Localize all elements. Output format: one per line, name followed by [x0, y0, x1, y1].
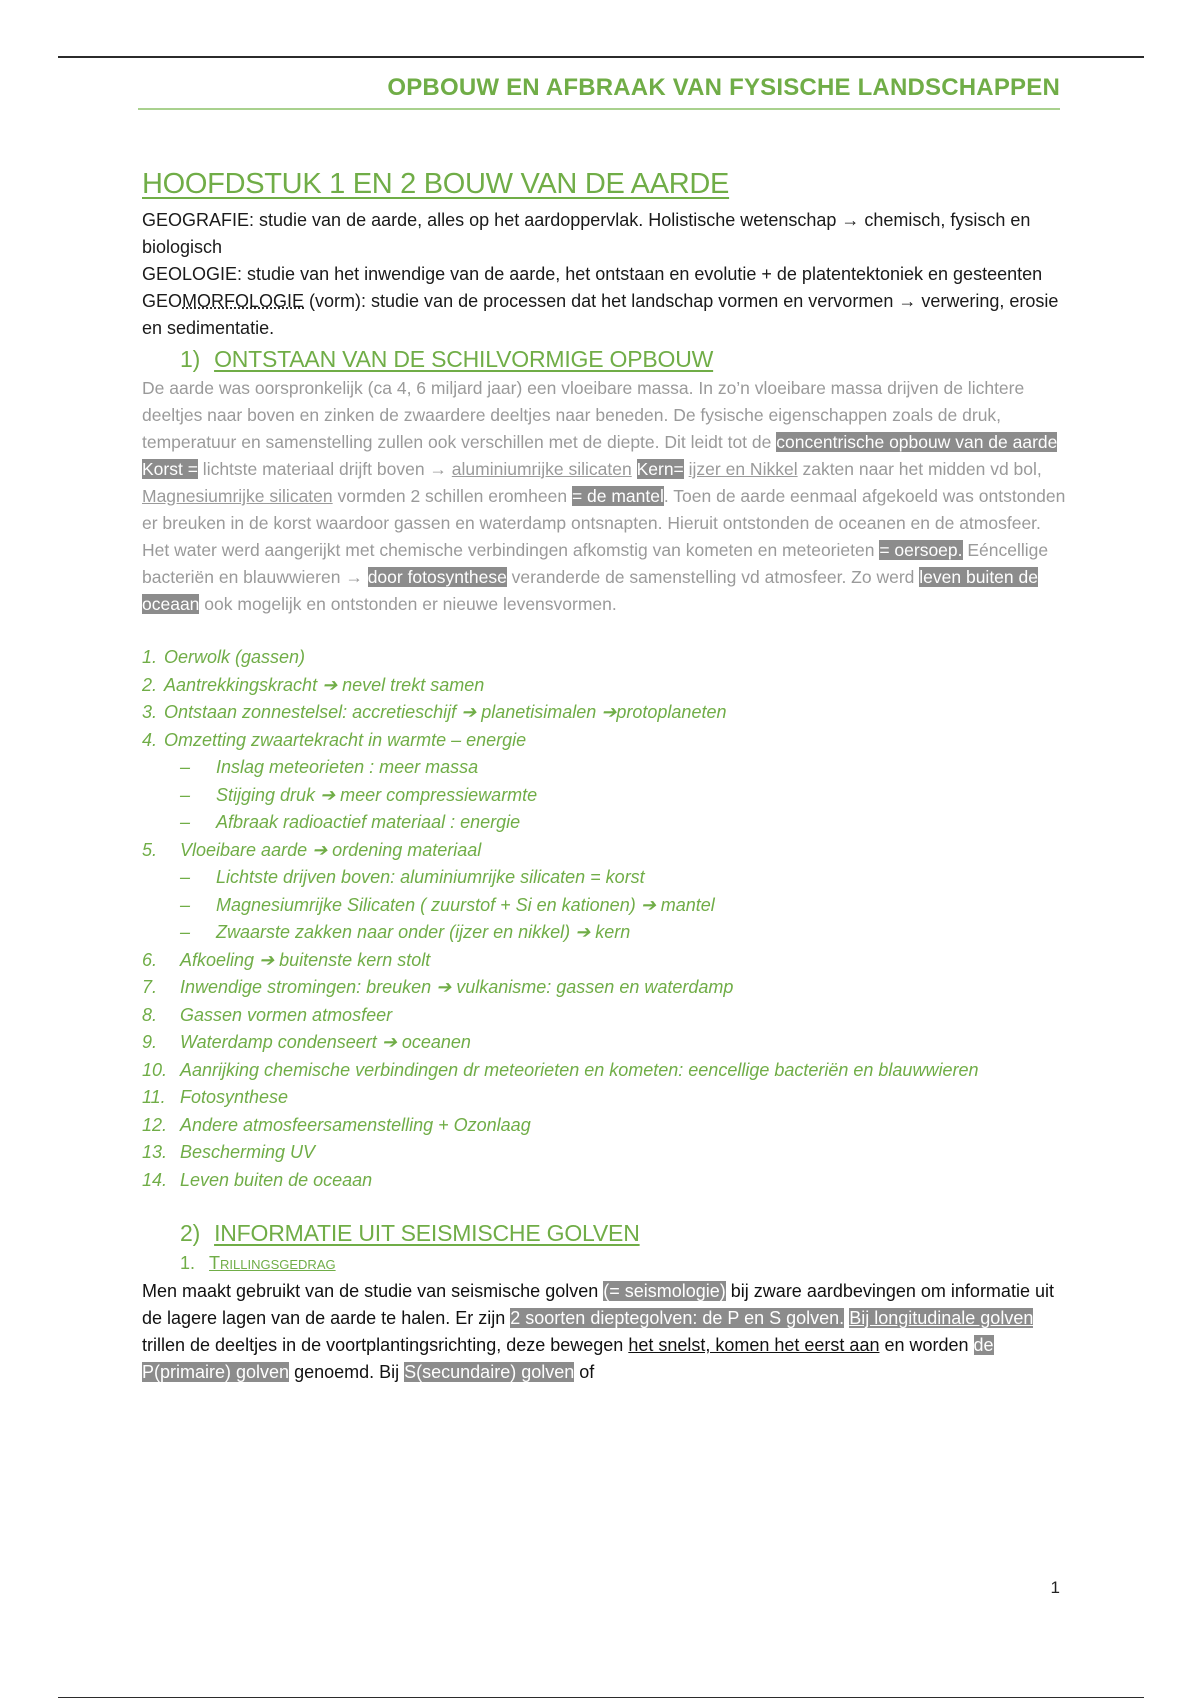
- highlight: S(secundaire) golven: [404, 1362, 575, 1382]
- text-run: bij zware aardbevingen om informatie uit de lagere lagen van de aarde te halen. Er zijn: [142, 1281, 1054, 1328]
- list-item: [142, 1084, 1072, 1112]
- list-subitem: [142, 754, 1072, 782]
- list-number: 10.: [142, 1059, 168, 1080]
- highlight: = de mantel: [571, 486, 664, 506]
- section1-paragraph: [142, 375, 1072, 618]
- highlight: (= seismologie): [603, 1281, 726, 1301]
- list-text: Inwendige stromingen: breuken ➔ vulkanisme: gassen en waterdamp: [180, 977, 734, 997]
- list-number: 12.: [142, 1114, 168, 1135]
- list-item: [142, 1139, 1072, 1167]
- definition-geografie: GEOGRAFIE: studie van de aarde, alles op het aardoppervlak. Holistische wetenschap → chemisch, fysisch en biologisch: [142, 210, 1031, 257]
- chapter-title: HOOFDSTUK 1 EN 2 BOUW VAN DE AARDE: [142, 168, 730, 200]
- underlined-text: het snelst, komen het eerst aan: [628, 1335, 880, 1355]
- text-run: genoemd. Bij: [289, 1362, 405, 1382]
- geomorf-rest: (vorm): studie van de processen dat het landschap vormen en vervormen → verwering, erosie en sedimentatie.: [142, 291, 1059, 338]
- highlight: Kern=: [636, 459, 684, 479]
- list-text: Inslag meteorieten : meer massa: [216, 757, 479, 777]
- text-run: en worden: [879, 1335, 974, 1355]
- list-text: Afkoeling ➔ buitenste kern stolt: [180, 949, 431, 970]
- subsection-number: 1.: [180, 1253, 196, 1273]
- list-text: Vloeibare aarde ➔ ordening materiaal: [180, 839, 482, 860]
- list-text: Fotosynthese: [180, 1087, 289, 1107]
- text-run: zakten naar het midden vd bol,: [797, 459, 1042, 479]
- list-dash: –: [180, 784, 191, 805]
- list-text: Afbraak radioactief materiaal : energie: [216, 812, 521, 832]
- list-text: Aantrekkingskracht ➔ nevel trekt samen: [164, 674, 485, 695]
- section-number: 1): [180, 346, 201, 372]
- section-heading-1: [180, 346, 1072, 373]
- list-text: Oerwolk (gassen): [164, 647, 306, 667]
- list-text: Bescherming UV: [180, 1142, 316, 1162]
- list-text: Stijging druk ➔ meer compressiewarmte: [216, 784, 538, 805]
- list-item: [142, 1002, 1072, 1030]
- running-header: OPBOUW EN AFBRAAK VAN FYSISCHE LANDSCHAPPEN: [387, 74, 1060, 101]
- text-run: trillen de deeltjes in de voortplantingsrichting, deze bewegen: [142, 1335, 629, 1355]
- text-run: ook mogelijk en ontstonden er nieuwe levensvormen.: [199, 594, 617, 614]
- list-item: [142, 1029, 1072, 1057]
- list-subitem: [142, 892, 1072, 920]
- list-item: [142, 947, 1072, 975]
- list-number: 1.: [142, 647, 158, 667]
- definition-geologie: GEOLOGIE: studie van het inwendige van de aarde, het ontstaan en evolutie + de platentektoniek en gesteenten: [142, 264, 1043, 284]
- highlight: de P(primaire) golven: [142, 1335, 994, 1382]
- list-number: 14.: [142, 1169, 168, 1190]
- section-title: INFORMATIE UIT SEISMISCHE GOLVEN: [214, 1220, 640, 1246]
- list-text: Gassen vormen atmosfeer: [180, 1004, 393, 1025]
- list-subitem: [142, 782, 1072, 810]
- list-number: 2.: [142, 674, 158, 695]
- list-text: Aanrijking chemische verbindingen dr meteorieten en kometen: eencellige bacteriën en blauwwieren: [180, 1059, 979, 1080]
- list-dash: –: [180, 757, 191, 777]
- section-number: 2): [180, 1220, 201, 1246]
- list-item: [142, 837, 1072, 865]
- text-run: [632, 459, 637, 479]
- geomorf-spellcheck: MORFOLOGIE: [182, 291, 305, 311]
- highlight: leven buiten de oceaan: [142, 567, 1038, 614]
- page-number: 1: [1050, 1578, 1060, 1597]
- list-text: Lichtste drijven boven: aluminiumrijke silicaten = korst: [216, 867, 645, 887]
- list-item: [142, 699, 1072, 727]
- highlight: door fotosynthese: [367, 567, 507, 587]
- list-number: 11.: [142, 1087, 166, 1107]
- bottom-rule: [58, 1697, 1144, 1698]
- text-run: lichtste materiaal drijft boven →: [197, 459, 452, 479]
- underlined-text: ijzer en Nikkel: [688, 459, 798, 479]
- highlight: 2 soorten dieptegolven: de P en S golven.: [510, 1308, 845, 1328]
- list-dash: –: [180, 894, 191, 915]
- list-text: Omzetting zwaartekracht in warmte – energie: [164, 729, 527, 750]
- definition-geomorfologie: [142, 288, 1072, 342]
- list-item: [142, 1112, 1072, 1140]
- text-run: De aarde was oorspronkelijk (ca 4, 6 miljard jaar) een vloeibare massa. In zo’n vloeibare massa drijven de lichtere deeltjes naar boven en zinken de zwaardere deeltjes naar beneden. De fysische eigenschappen zoals de druk, temperatuur en samenstelling zullen ook verschillen met de diepte. Dit leidt tot de: [142, 378, 1025, 452]
- underlined-text: Magnesiumrijke silicaten: [142, 486, 333, 506]
- text-run: Men maakt gebruikt van de studie van seismische golven: [142, 1281, 604, 1301]
- section-title: ONTSTAAN VAN DE SCHILVORMIGE OPBOUW: [214, 346, 714, 372]
- highlight: Bij longitudinale golven: [849, 1308, 1034, 1328]
- list-item: [142, 1167, 1072, 1195]
- list-item: [142, 644, 1072, 672]
- underlined-text: aluminiumrijke silicaten: [451, 459, 632, 479]
- section2-paragraph: [142, 1278, 1072, 1386]
- list-number: 5.: [142, 839, 158, 860]
- text-run: . Toen de aarde eenmaal afgekoeld was ontstonden er breuken in de korst waardoor gassen en waterdamp ontsnapten. Hieruit ontstonden de oceanen en de atmosfeer. Het water werd aangerijkt met chemische verbindingen afkomstig van kometen en meteorieten: [142, 486, 1066, 560]
- list-number: 8.: [142, 1004, 158, 1025]
- list-text: Zwaarste zakken naar onder (ijzer en nikkel) ➔ kern: [216, 922, 631, 942]
- list-number: 9.: [142, 1032, 158, 1052]
- list-dash: –: [180, 867, 191, 887]
- list-subitem: [142, 864, 1072, 892]
- list-number: 13.: [142, 1142, 168, 1162]
- list-number: 4.: [142, 729, 158, 750]
- highlight: concentrische opbouw van de aarde Korst =: [142, 432, 1058, 479]
- list-text: Andere atmosfeersamenstelling + Ozonlaag: [180, 1114, 531, 1135]
- steps-list: [142, 644, 1072, 1194]
- subsection-heading: [180, 1253, 1072, 1274]
- text-run: vormden 2 schillen eromheen: [332, 486, 572, 506]
- list-text: Magnesiumrijke Silicaten ( zuurstof + Si en kationen) ➔ mantel: [216, 894, 715, 915]
- section-heading-2: [180, 1220, 1072, 1247]
- subsection-title: Trillingsgedrag: [209, 1253, 336, 1273]
- list-text: Waterdamp condenseert ➔ oceanen: [180, 1032, 471, 1052]
- list-dash: –: [180, 812, 191, 832]
- list-item: [142, 672, 1072, 700]
- list-dash: –: [180, 922, 191, 942]
- text-run: of: [574, 1362, 595, 1382]
- top-rule: [58, 56, 1144, 58]
- list-text: Leven buiten de oceaan: [180, 1169, 373, 1190]
- list-number: 6.: [142, 949, 158, 970]
- list-item: [142, 1057, 1072, 1085]
- text-run: Eéncellige bacteriën en blauwwieren →: [142, 540, 1049, 587]
- list-number: 3.: [142, 702, 158, 722]
- list-subitem: [142, 919, 1072, 947]
- list-subitem: [142, 809, 1072, 837]
- geomorf-prefix: GEO: [142, 291, 183, 311]
- list-item: [142, 727, 1072, 755]
- text-run: veranderde de samenstelling vd atmosfeer. Zo werd: [506, 567, 920, 587]
- list-item: [142, 974, 1072, 1002]
- list-text: Ontstaan zonnestelsel: accretieschijf ➔ planetisimalen ➔protoplaneten: [164, 702, 727, 722]
- highlight: = oersoep.: [879, 540, 963, 560]
- list-number: 7.: [142, 977, 158, 997]
- header-underline: [138, 108, 1060, 110]
- page-content: [142, 168, 1072, 1386]
